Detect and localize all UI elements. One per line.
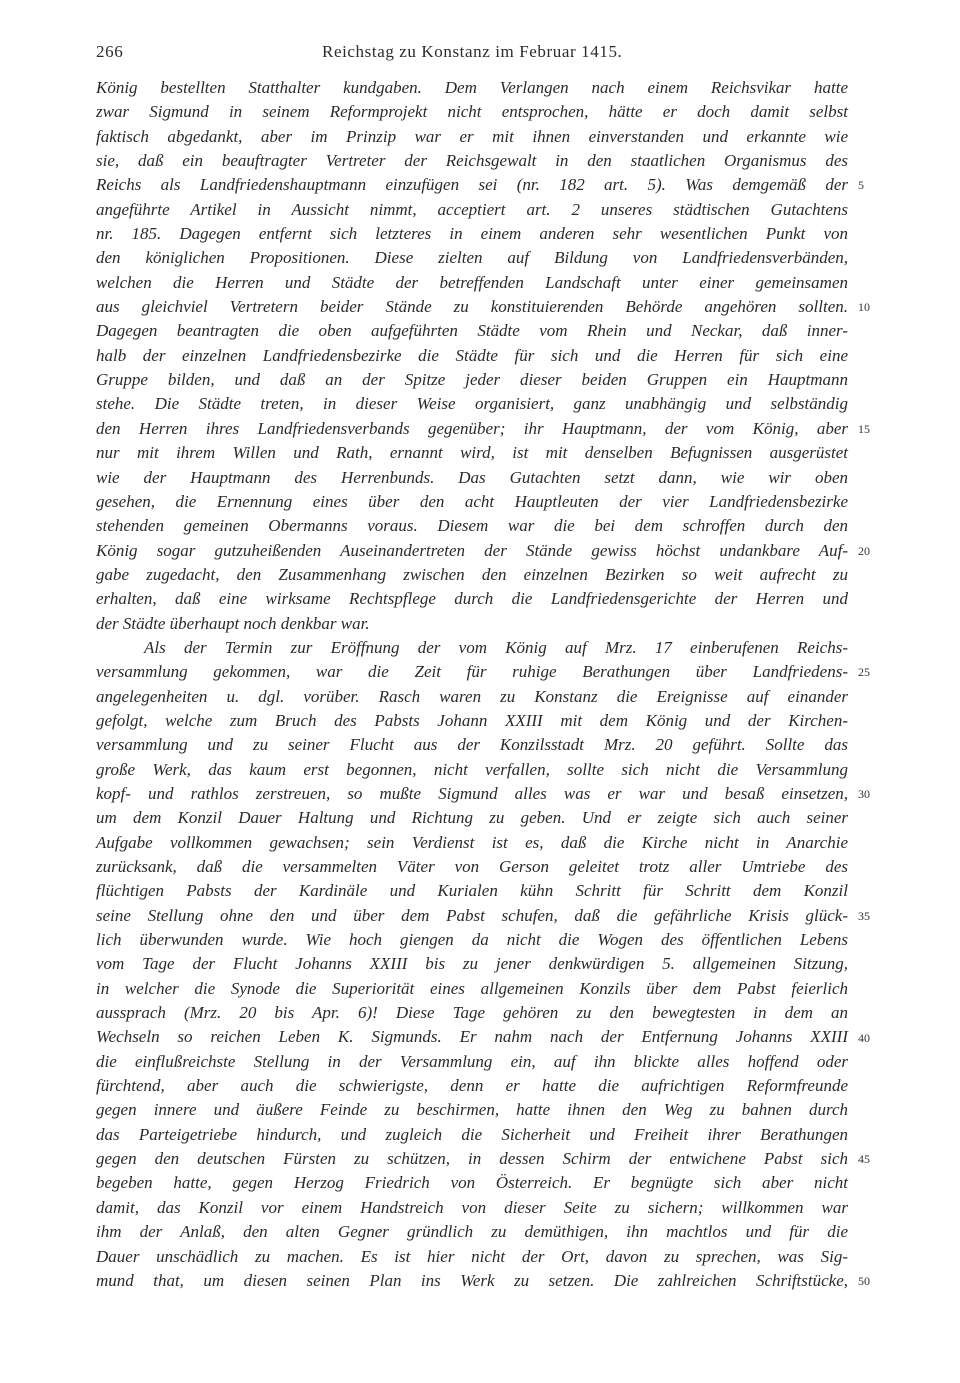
line-number-marker: 10 <box>858 300 870 315</box>
text-line: den königlichen Propositionen. Diese zielten auf Bildung von Landfriedensverbänden, <box>96 248 848 268</box>
text-line: welchen die Herren und Städte der betreffenden Landschaft unter einer gemeinsamen <box>96 272 848 292</box>
text-line: Dagegen beantragten die oben aufgeführten Städte vom Rhein und Neckar, daß inner- <box>96 321 848 341</box>
line-number-marker: 50 <box>858 1274 870 1289</box>
text-line: gegen den deutschen Fürsten zu schützen, in dessen Schirm der entwichene Pabst sich <box>96 1149 848 1169</box>
text-line: gefolgt, welche zum Bruch des Pabsts Johann XXIII mit dem König und der Kirchen- <box>96 710 848 730</box>
text-line: damit, das Konzil vor einem Handstreich von dieser Seite zu sichern; willkommen war <box>96 1197 848 1217</box>
line-number-marker: 45 <box>858 1152 870 1167</box>
text-line: große Werk, das kaum erst begonnen, nicht verfallen, sollte sich nicht die Versammlung <box>96 759 848 779</box>
text-line: kopf- und rathlos zerstreuen, so mußte Sigmund alles was er war und besaß einsetzen, <box>96 783 848 803</box>
line-number-marker: 20 <box>858 543 870 558</box>
text-line: Dauer unschädlich zu machen. Es ist hier nicht der Ort, davon zu sprechen, was Sig- <box>96 1246 848 1266</box>
text-line: das Parteigetriebe hindurch, und zugleich die Sicherheit und Freiheit ihrer Berathungen <box>96 1124 848 1144</box>
text-line: Als der Termin zur Eröffnung der vom König auf Mrz. 17 einberufenen Reichs- <box>144 637 848 657</box>
text-line: Wechseln so reichen Leben K. Sigmunds. Er nahm nach der Entfernung Johanns XXIII <box>96 1027 848 1047</box>
text-line: stehenden gemeinen Obermanns voraus. Diesem war die bei dem schroffen durch den <box>96 516 848 536</box>
text-line: König bestellten Statthalter kundgaben. Dem Verlangen nach einem Reichsvikar hatte <box>96 78 848 97</box>
text-line: faktisch abgedankt, aber im Prinzip war er mit ihnen einverstanden und erkannte wie <box>96 126 848 146</box>
text-line: angeführte Artikel in Aussicht nimmt, acceptiert art. 2 unseres städtischen Gutachtens <box>96 199 848 219</box>
text-line: in welcher die Synode die Superiorität eines allgemeinen Konzils über dem Pabst feierlich <box>96 978 848 998</box>
text-line: zurücksank, daß die versammelten Väter von Gerson geleitet trotz aller Umtriebe des <box>96 857 848 876</box>
text-line: König sogar gutzuheißenden Auseinandertreten der Stände gewiss höchst undankbare Auf- <box>96 540 848 560</box>
text-line: stehe. Die Städte treten, in dieser Weise organisiert, ganz unabhängig und selbständig <box>96 394 848 414</box>
text-line: erhalten, daß eine wirksame Rechtspflege durch die Landfriedensgerichte der Herren und <box>96 589 848 609</box>
line-number-marker: 35 <box>858 908 870 923</box>
text-line: gesehen, die Ernennung eines über den acht Hauptleuten der vier Landfriedensbezirke <box>96 491 848 511</box>
text-line: ihm der Anlaß, den alten Gegner gründlich zu demüthigen, ihn machtlos und für die <box>96 1222 848 1242</box>
text-line: aussprach (Mrz. 20 bis Apr. 6)! Diese Tage gehören zu den bewegtesten in dem an <box>96 1003 848 1023</box>
text-line: seine Stellung ohne den und über dem Pabst schufen, daß die gefährliche Krisis glück- <box>96 905 848 925</box>
text-line: den Herren ihres Landfriedensverbands gegenüber; ihr Hauptmann, der vom König, aber <box>96 418 848 438</box>
text-line: vom Tage der Flucht Johanns XXIII bis zu jener denkwürdigen 5. allgemeinen Sitzung, <box>96 954 848 974</box>
text-line: versammlung und zu seiner Flucht aus der Konzilsstadt Mrz. 20 geführt. Sollte das <box>96 735 848 755</box>
line-number-marker: 15 <box>858 421 870 436</box>
text-line: lich überwunden wurde. Wie hoch giengen da nicht die Wogen des öffentlichen Lebens <box>96 930 848 950</box>
text-line: angelegenheiten u. dgl. vorüber. Rasch waren zu Konstanz die Ereignisse auf einander <box>96 686 848 706</box>
line-number-marker: 40 <box>858 1030 870 1045</box>
text-body <box>96 76 848 1293</box>
text-line: gegen innere und äußere Feinde zu beschirmen, hatte ihnen den Weg zu bahnen durch <box>96 1100 848 1120</box>
text-line: Aufgabe vollkommen gewachsen; sein Verdienst ist es, daß die Kirche nicht in Anarchie <box>96 832 848 852</box>
text-line: gabe zugedacht, den Zusammenhang zwischen den einzelnen Bezirken so weit aufrecht zu <box>96 564 848 584</box>
running-title: Reichstag zu Konstanz im Februar 1415. <box>322 42 623 61</box>
page-number: 266 <box>96 42 124 61</box>
text-line: die einflußreichste Stellung in der Versammlung ein, auf ihn blickte alles hoffend oder <box>96 1051 848 1071</box>
text-line: Gruppe bilden, und daß an der Spitze jeder dieser beiden Gruppen ein Hauptmann <box>96 370 848 390</box>
text-line: mund that, um diesen seinen Plan ins Werk zu setzen. Die zahlreichen Schriftstücke, <box>96 1270 848 1290</box>
text-line: um dem Konzil Dauer Haltung und Richtung zu geben. Und er zeigte sich auch seiner <box>96 808 848 828</box>
line-number-marker: 30 <box>858 787 870 802</box>
text-line: Reichs als Landfriedenshauptmann einzufügen sei (nr. 182 art. 5). Was demgemäß der <box>96 175 848 195</box>
text-line: wie der Hauptmann des Herrenbunds. Das Gutachten setzt dann, wie wir oben <box>96 467 848 487</box>
text-line: nr. 185. Dagegen entfernt sich letzteres in einem anderen sehr wesentlichen Punkt von <box>96 224 848 244</box>
text-line: flüchtigen Pabsts der Kardinäle und Kurialen kühn Schritt für Schritt dem Konzil <box>96 881 848 901</box>
text-line: begeben hatte, gegen Herzog Friedrich von Österreich. Er begnügte sich aber nicht <box>96 1173 848 1193</box>
text-line: zwar Sigmund in seinem Reformprojekt nicht entsprochen, hätte er doch damit selbst <box>96 102 848 122</box>
text-line: der Städte überhaupt noch denkbar war. <box>96 613 370 633</box>
text-line: aus gleichviel Vertretern beider Stände zu konstituierenden Behörde angehören sollten. <box>96 297 848 317</box>
text-line: fürchtend, aber auch die schwierigste, denn er hatte die aufrichtigen Reformfreunde <box>96 1076 848 1096</box>
text-line: nur mit ihrem Willen und Rath, ernannt wird, ist mit denselben Befugnissen ausgerüstet <box>96 443 848 463</box>
text-line: halb der einzelnen Landfriedensbezirke die Städte für sich und die Herren für sich eine <box>96 345 848 365</box>
line-number-marker: 25 <box>858 665 870 680</box>
line-number-marker: 5 <box>858 178 864 193</box>
text-line: sie, daß ein beauftragter Vertreter der Reichsgewalt in den staatlichen Organismus des <box>96 151 848 171</box>
text-line: versammlung gekommen, war die Zeit für ruhige Berathungen über Landfriedens- <box>96 662 848 682</box>
page-header <box>96 42 848 66</box>
